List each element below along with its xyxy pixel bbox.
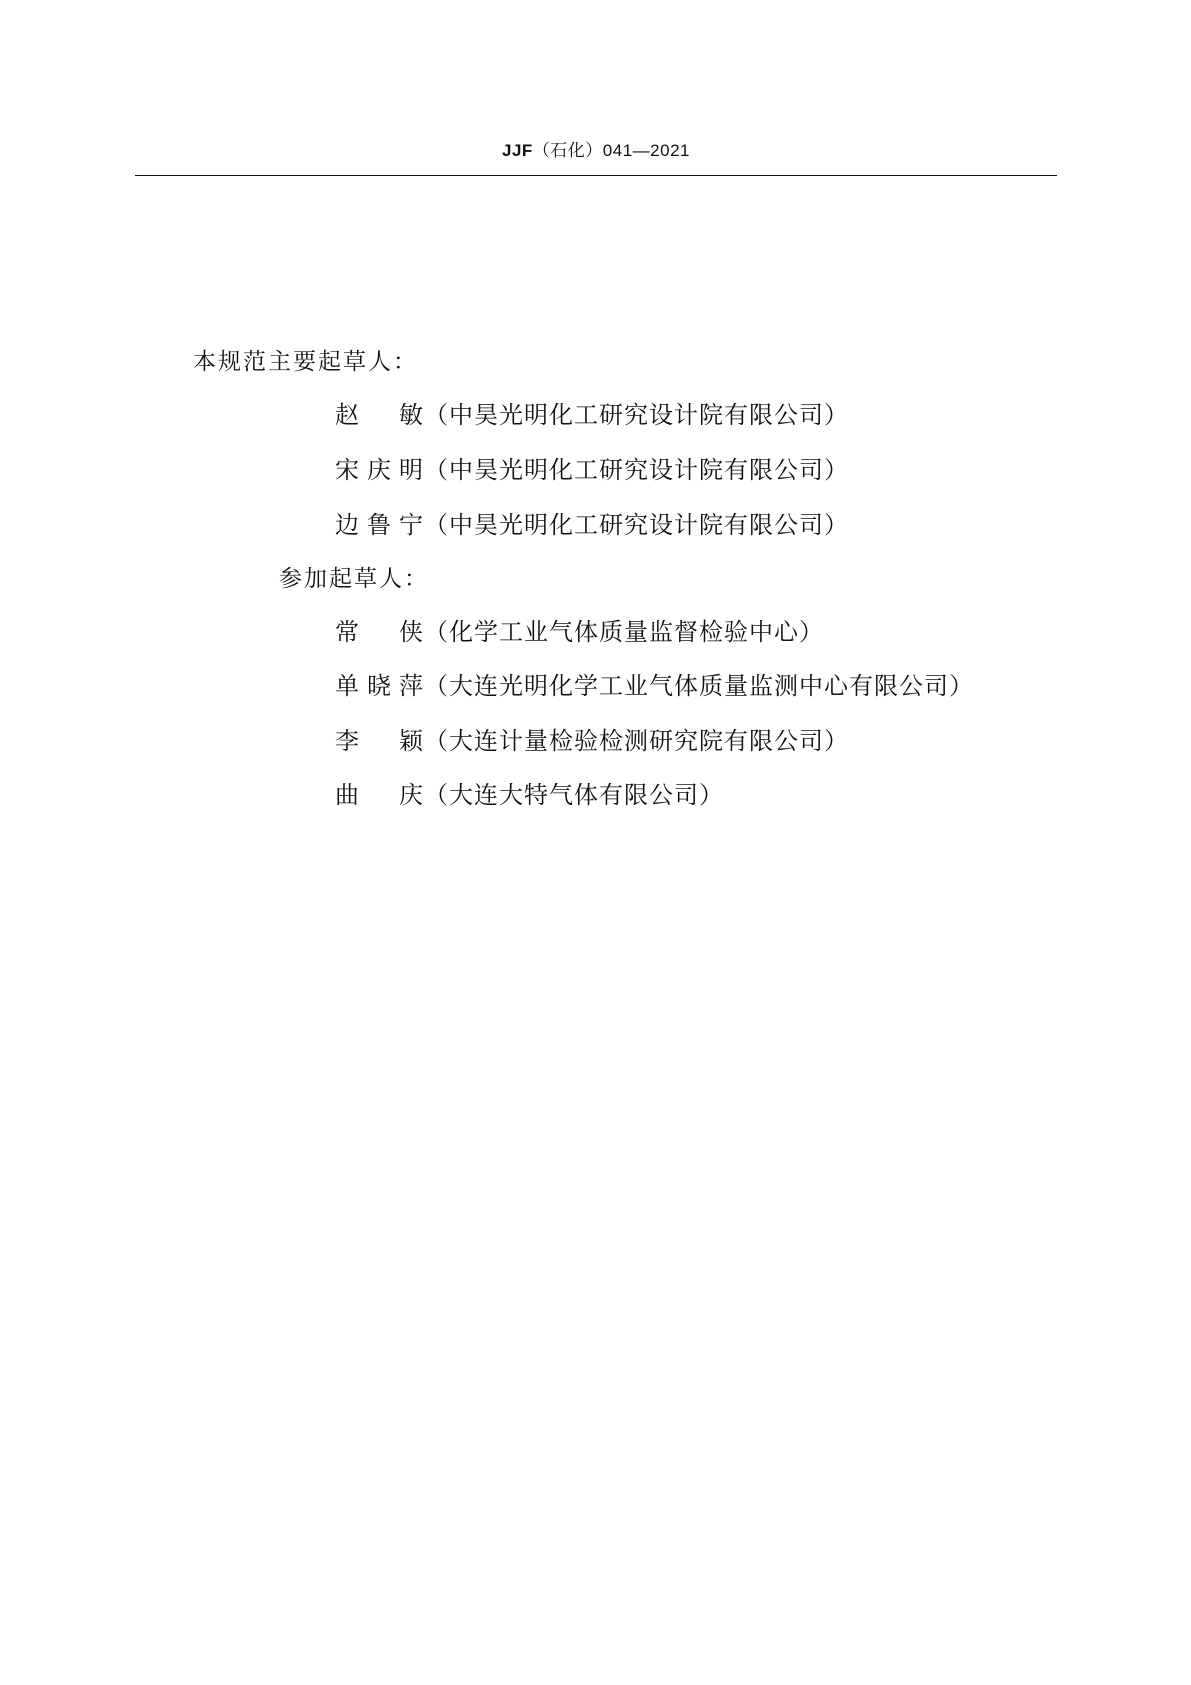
document-code-prefix: JJF: [502, 141, 533, 160]
drafter-name: 曲 庆: [335, 781, 424, 809]
drafter-organization: （中昊光明化工研究设计院有限公司）: [424, 511, 849, 539]
drafter-name: 常 侠: [335, 618, 424, 646]
document-code-category: （石化）: [532, 141, 603, 160]
drafter-organization: （大连大特气体有限公司）: [424, 781, 724, 809]
document-code-number: 041—2021: [602, 141, 690, 160]
drafter-row: [335, 780, 724, 810]
drafter-row: [335, 455, 849, 485]
drafter-row: [335, 726, 849, 756]
participating-drafters-title: 参加起草人：: [279, 566, 429, 592]
drafter-organization: （化学工业气体质量监督检验中心）: [424, 618, 824, 646]
drafter-name: 李 颖: [335, 727, 424, 755]
drafter-organization: （中昊光明化工研究设计院有限公司）: [424, 401, 849, 429]
drafter-row: [335, 617, 824, 647]
drafter-organization: （大连计量检验检测研究院有限公司）: [424, 727, 849, 755]
document-code: [502, 140, 690, 162]
main-drafters-title: 本规范主要起草人：: [193, 349, 418, 375]
drafter-row: [335, 400, 849, 430]
drafter-organization: （大连光明化学工业气体质量监测中心有限公司）: [424, 672, 974, 700]
drafter-name: 单晓萍: [335, 672, 424, 700]
drafter-organization: （中昊光明化工研究设计院有限公司）: [424, 456, 849, 484]
header-rule: [135, 175, 1057, 176]
drafter-row: [335, 510, 849, 540]
drafter-row: [335, 671, 974, 701]
drafter-name: 赵 敏: [335, 401, 424, 429]
drafter-name: 边鲁宁: [335, 511, 424, 539]
page-header: [135, 140, 1057, 177]
drafter-name: 宋庆明: [335, 456, 424, 484]
